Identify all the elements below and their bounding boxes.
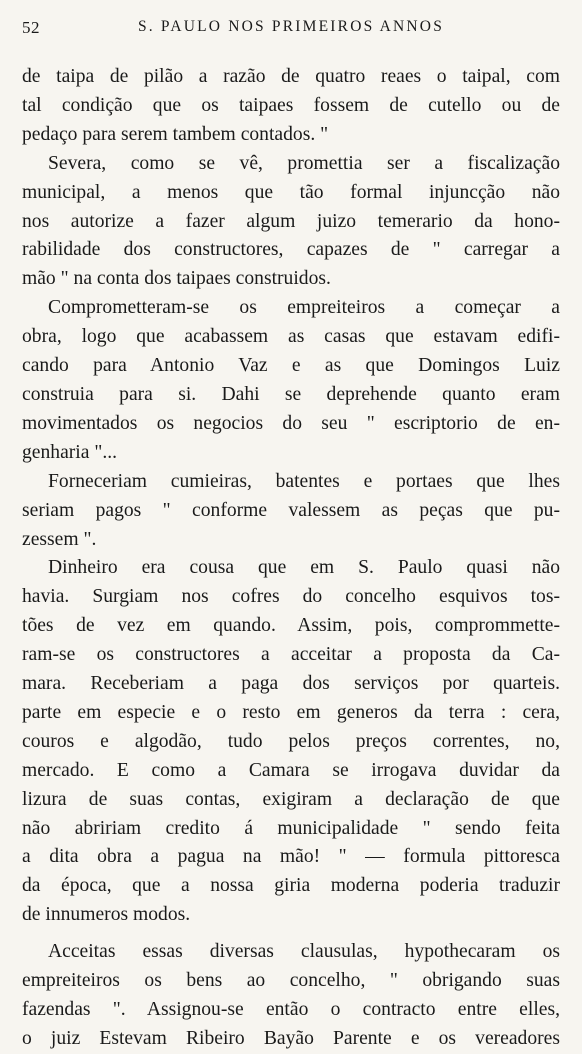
text-line: não abririam credito á municipalidade " sendo feita bbox=[22, 817, 560, 839]
text-line: o juiz Estevam Ribeiro Bayão Parente e os vereadores bbox=[22, 1027, 560, 1049]
running-title: S. PAULO NOS PRIMEIROS ANNOS bbox=[137, 18, 445, 35]
paragraph bbox=[22, 938, 560, 1054]
paragraph bbox=[22, 63, 560, 150]
text-line: de innumeros modos. bbox=[22, 904, 191, 926]
text-line: da época, que a nossa giria moderna poderia traduzir bbox=[22, 875, 560, 897]
text-line: nos autorize a fazer algum juizo temerario da hono- bbox=[22, 210, 560, 232]
paragraph bbox=[22, 468, 560, 555]
paragraph bbox=[22, 150, 560, 295]
text-line: Comprometteram-se os empreiteiros a começar a bbox=[48, 297, 560, 319]
text-line: couros e algodão, tudo pelos preços correntes, no, bbox=[22, 730, 560, 752]
text-line: municipal, a menos que tão formal injuncção não bbox=[22, 181, 560, 203]
text-line: pedaço para serem tambem contados. " bbox=[22, 123, 329, 145]
page-header bbox=[22, 18, 560, 44]
text-line: Acceitas essas diversas clausulas, hypothecaram os bbox=[48, 941, 560, 963]
text-line: rabilidade dos constructores, capazes de " carregar a bbox=[22, 239, 560, 261]
text-line: obra, logo que acabassem as casas que estavam edifi- bbox=[22, 326, 560, 348]
text-line: Dinheiro era cousa que em S. Paulo quasi não bbox=[48, 557, 560, 579]
text-line: parte em especie e o resto em generos da terra : cera, bbox=[22, 701, 560, 723]
text-line: genharia "... bbox=[22, 441, 118, 463]
text-line: mão " na conta dos taipaes construidos. bbox=[22, 268, 331, 290]
paragraph bbox=[22, 554, 560, 930]
text-line: mercado. E como a Camara se irrogava duvidar da bbox=[22, 759, 560, 781]
paragraph bbox=[22, 294, 560, 467]
text-line: Forneceriam cumieiras, batentes e portaes que lhes bbox=[48, 470, 560, 492]
text-line: construia para si. Dahi se deprehende quanto eram bbox=[22, 383, 560, 405]
paragraph-gap bbox=[22, 930, 560, 938]
text-line: ram-se os constructores a acceitar a proposta da Ca- bbox=[22, 644, 560, 666]
text-line: zessem ". bbox=[22, 528, 97, 550]
text-line: cando para Antonio Vaz e as que Domingos Luiz bbox=[22, 355, 560, 377]
text-line: lizura de suas contas, exigiram a declaração de que bbox=[22, 788, 560, 810]
text-line: Severa, como se vê, promettia ser a fiscalização bbox=[48, 152, 560, 174]
body-text bbox=[22, 63, 560, 1054]
text-line: havia. Surgiam nos cofres do concelho esquivos tos- bbox=[22, 586, 560, 608]
text-line: movimentados os negocios do seu " escriptorio de en- bbox=[22, 412, 560, 434]
text-line: empreiteiros os bens ao concelho, " obrigando suas bbox=[22, 970, 560, 992]
text-line: a dita obra a pagua na mão! " — formula pittoresca bbox=[22, 846, 560, 868]
text-line: tal condição que os taipaes fossem de cutello ou de bbox=[22, 94, 560, 116]
text-line: tões de vez em quando. Assim, pois, comprommette- bbox=[22, 615, 560, 637]
text-line: de taipa de pilão a razão de quatro reaes o taipal, com bbox=[22, 66, 560, 87]
text-line: mara. Receberiam a paga dos serviços por quarteis. bbox=[22, 673, 560, 695]
text-line: fazendas ". Assignou-se então o contracto entre elles, bbox=[22, 999, 560, 1020]
page-number: 52 bbox=[22, 18, 40, 37]
text-line: seriam pagos " conforme valessem as peças que pu- bbox=[22, 499, 560, 521]
